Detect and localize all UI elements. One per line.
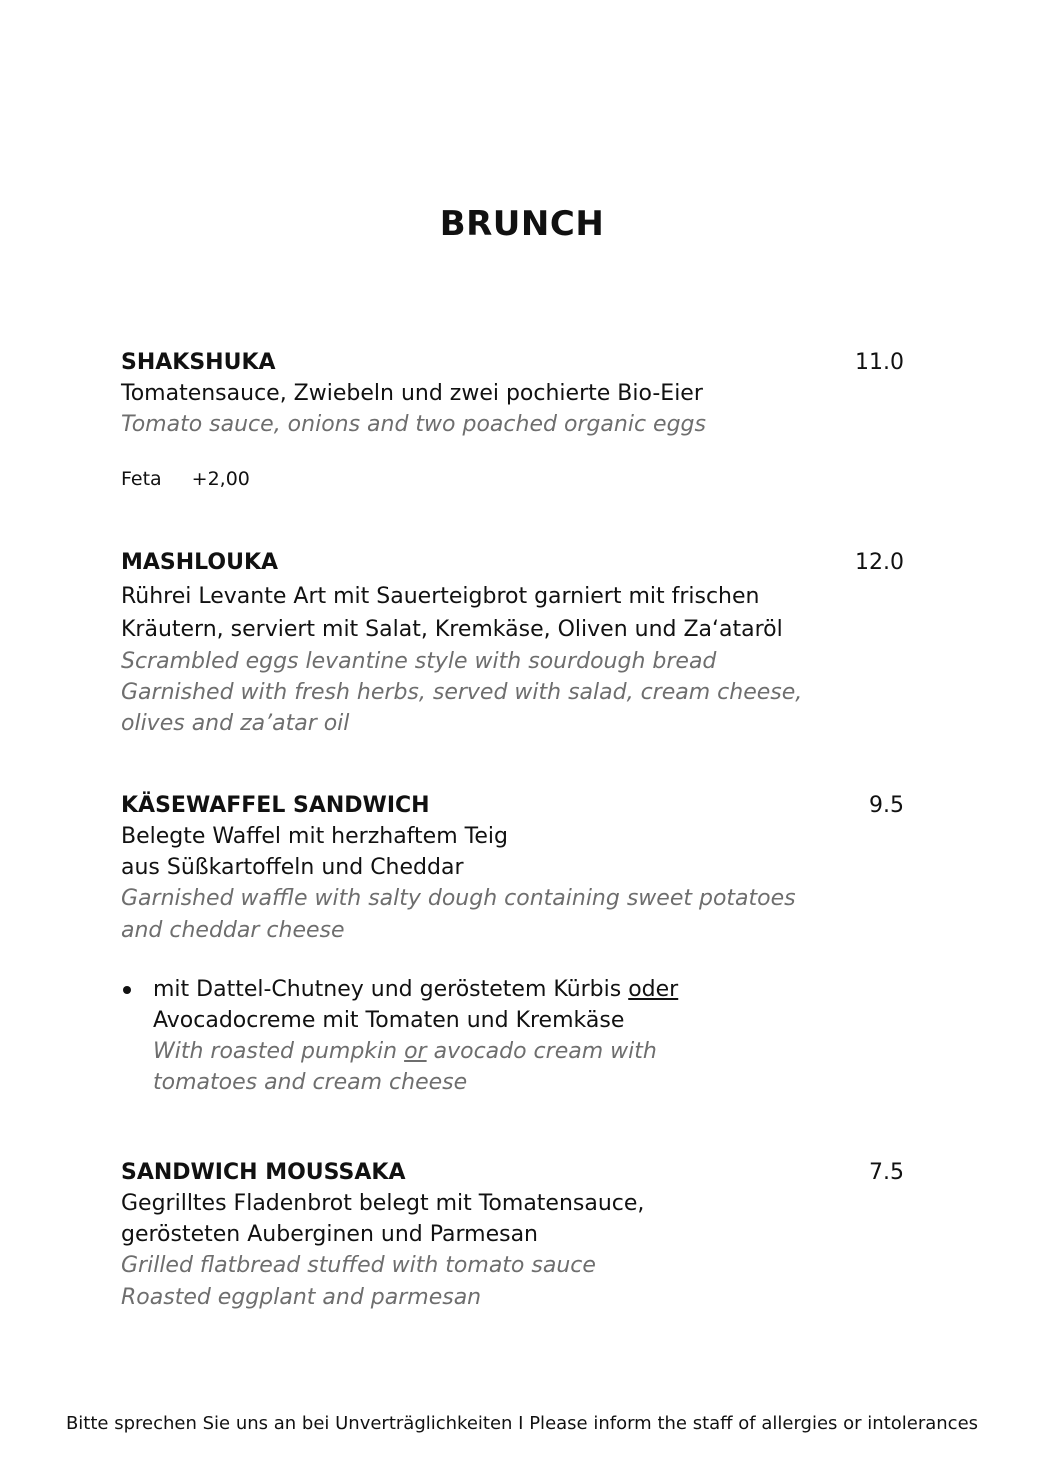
item-price: 12.0	[855, 550, 904, 575]
option-text: With roasted pumpkin	[153, 1039, 405, 1064]
menu-item-sandwich-moussaka	[121, 1158, 911, 1314]
item-description-en: Tomato sauce, onions and two poached organic eggs	[121, 412, 706, 437]
item-description-en: Garnished waffle with salty dough containing sweet potatoes	[121, 886, 796, 911]
item-description-en: Grilled flatbread stuffed with tomato sauce	[121, 1253, 596, 1278]
allergy-notice: Bitte sprechen Sie uns an bei Unverträglichkeiten I Please inform the staff of allergies or intolerances	[65, 1413, 979, 1434]
item-description-en: Garnished with fresh herbs, served with salad, cream cheese,	[121, 680, 803, 705]
item-name: MASHLOUKA	[121, 550, 279, 575]
item-description-de: Gegrilltes Fladenbrot belegt mit Tomatensauce,	[121, 1191, 645, 1216]
option-bullet	[121, 974, 911, 1098]
item-price: 7.5	[869, 1160, 904, 1185]
item-description-de: aus Süßkartoffeln und Cheddar	[121, 855, 464, 880]
option-description-de: Avocadocreme mit Tomaten und Kremkäse	[153, 1008, 625, 1033]
item-description-de: Tomatensauce, Zwiebeln und zwei pochierte Bio-Eier	[121, 381, 703, 406]
option-description-en: tomatoes and cream cheese	[153, 1070, 468, 1095]
menu-item-mashlouka	[121, 548, 911, 739]
item-header	[121, 791, 911, 821]
item-description-de: Rührei Levante Art mit Sauerteigbrot garniert mit frischen	[121, 584, 760, 609]
item-name: KÄSEWAFFEL SANDWICH	[121, 793, 430, 818]
item-description-en: Scrambled eggs levantine style with sourdough bread	[121, 649, 717, 674]
item-name: SANDWICH MOUSSAKA	[121, 1160, 406, 1185]
option-description-de	[153, 974, 911, 1005]
item-extra	[121, 466, 911, 492]
item-description-en: olives and za’atar oil	[121, 711, 350, 736]
item-price: 9.5	[869, 793, 904, 818]
item-header	[121, 1158, 911, 1188]
extra-price: +2,00	[191, 468, 250, 490]
option-text: mit Dattel-Chutney und geröstetem Kürbis	[153, 977, 629, 1002]
menu-item-shakshuka	[121, 348, 911, 492]
option-or-de: oder	[628, 977, 679, 1002]
extra-label: Feta	[121, 468, 162, 490]
item-header	[121, 548, 911, 578]
item-description-en: and cheddar cheese	[121, 918, 345, 943]
item-description-en: Roasted eggplant and parmesan	[121, 1285, 482, 1310]
item-name: SHAKSHUKA	[121, 350, 276, 375]
option-or-en: or	[404, 1039, 427, 1064]
item-header	[121, 348, 911, 378]
item-price: 11.0	[855, 350, 904, 375]
menu-item-kaesewaffel-sandwich	[121, 791, 911, 947]
item-description-de: gerösteten Auberginen und Parmesan	[121, 1222, 539, 1247]
option-text: avocado cream with	[426, 1039, 657, 1064]
page-title: BRUNCH	[439, 204, 605, 244]
item-description-de: Kräutern, serviert mit Salat, Kremkäse, Oliven und Za‘ataröl	[121, 617, 783, 642]
option-description-en	[153, 1036, 911, 1067]
bullet-dot	[123, 986, 131, 994]
item-description-de: Belegte Waffel mit herzhaftem Teig	[121, 824, 508, 849]
